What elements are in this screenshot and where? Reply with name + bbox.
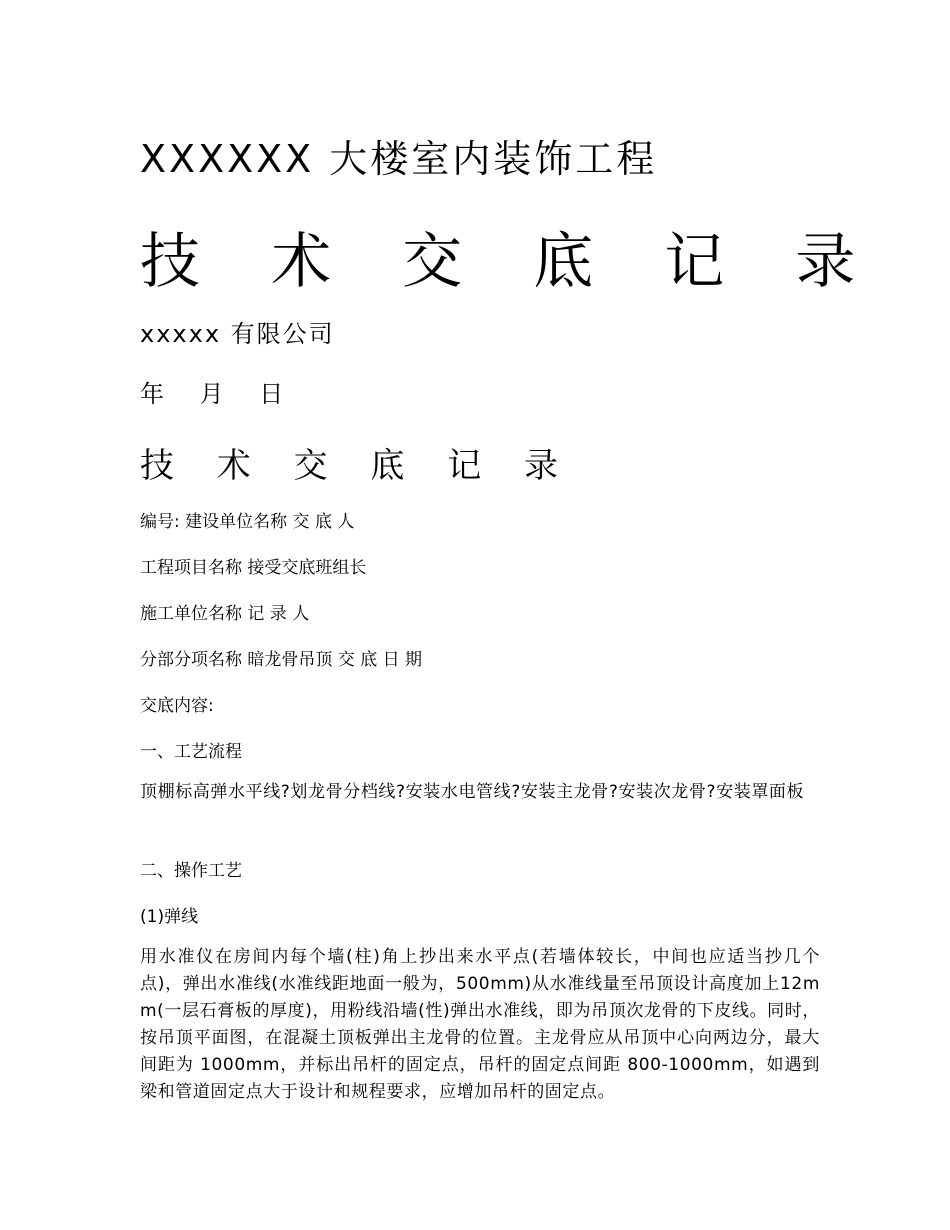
subsection-heading-snapline: (1)弹线 (140, 907, 199, 927)
header-line-subproject: 分部分项名称 暗龙骨吊顶 交 底 日 期 (140, 650, 423, 670)
process-flow-text: 顶棚标高弹水平线?划龙骨分档线?安装水电管线?安装主龙骨?安装次龙骨?安装罩面板 (140, 782, 805, 802)
cover-document-title: 技 术 交 底 记 录 (140, 227, 882, 297)
project-title: XXXXXX 大楼室内装饰工程 (140, 137, 658, 181)
snapline-body-text: 用水准仪在房间内每个墙(柱)角上抄出来水平点(若墙体较长，中间也应适当抄几个点)，弹出水准线(水准线距地面一般为，500mm)从水准线量至吊顶设计高度加上12mm(一层石膏板的厚度)，用粉线沿墙(性)弹出水准线，即为吊顶次龙骨的下皮线。同时，按吊顶平面图，在混凝土顶板弹出主龙骨的位置。主龙骨应从吊顶中心向两边分，最大间距为 1000mm，并标出吊杆的固定点，吊杆的固定点间距 800-1000mm，如遇到梁和管道固定点大于设计和规程要求，应增加吊杆的固定点。 (140, 947, 820, 1102)
record-title: 技 术 交 底 记 录 (140, 446, 575, 486)
section-heading-process: 一、工艺流程 (140, 742, 242, 762)
company-name: xxxxx 有限公司 (140, 320, 335, 348)
section-heading-operation: 二、操作工艺 (140, 861, 242, 881)
content-label: 交底内容: (140, 696, 214, 716)
header-line-project: 工程项目名称 接受交底班组长 (140, 558, 367, 578)
date-line: 年 月 日 (140, 380, 298, 408)
header-line-number: 编号: 建设单位名称 交 底 人 (140, 512, 355, 532)
header-line-contractor: 施工单位名称 记 录 人 (140, 604, 310, 624)
